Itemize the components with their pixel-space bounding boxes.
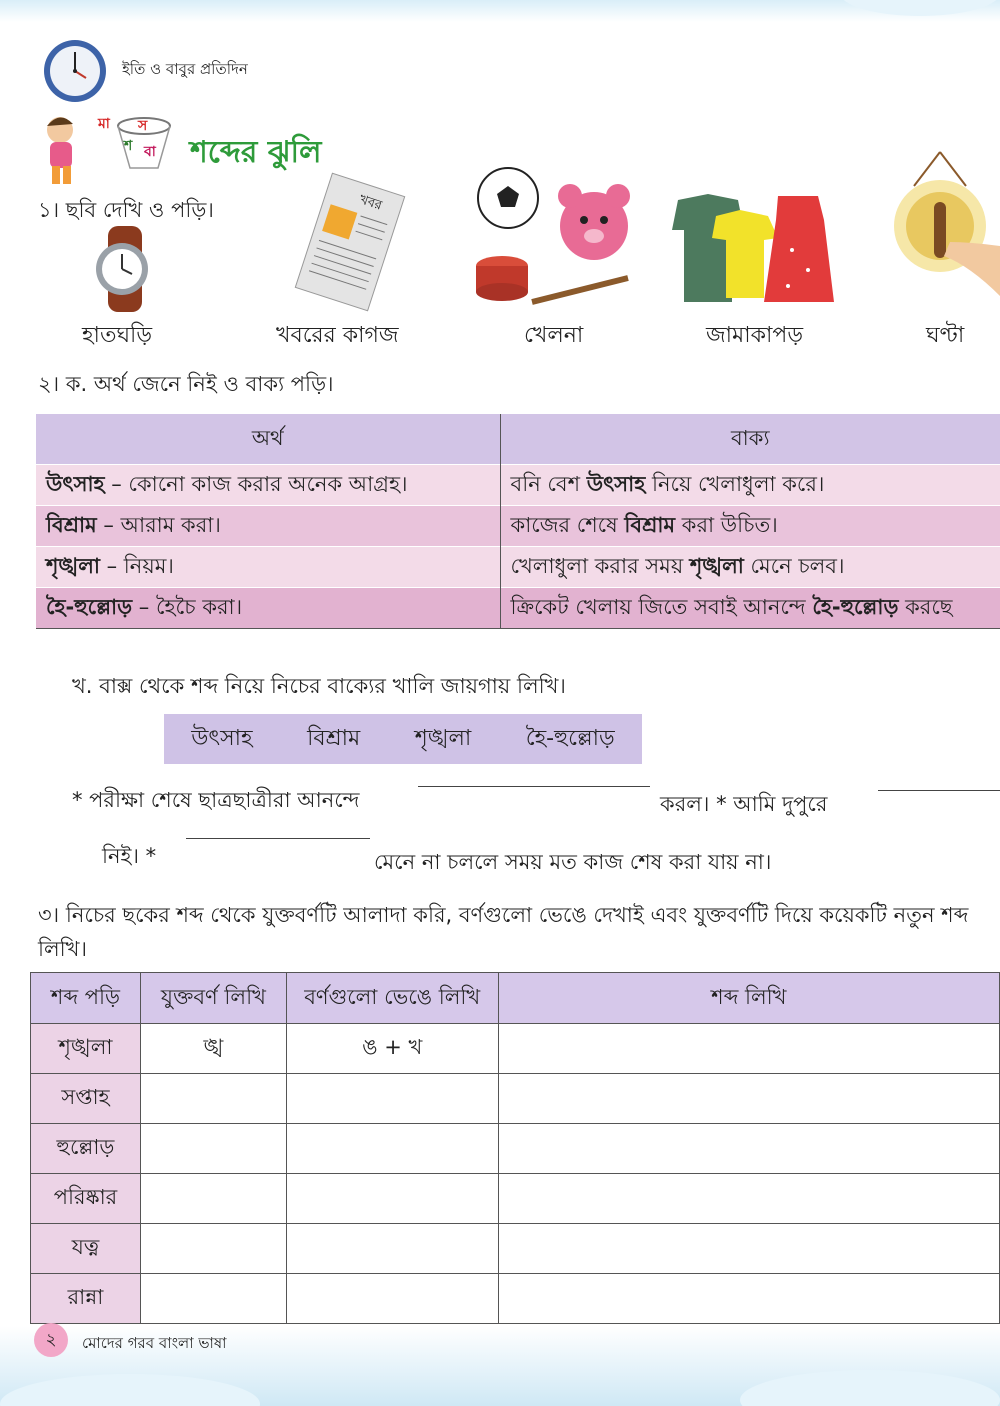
split-cell[interactable] — [286, 1224, 498, 1274]
meaning-table — [36, 414, 1000, 629]
conjunct-cell[interactable] — [140, 1274, 286, 1324]
blank-line[interactable] — [418, 786, 650, 787]
split-cell[interactable] — [286, 1174, 498, 1224]
split-cell[interactable] — [286, 1074, 498, 1124]
sentence-keyword: বিশ্রাম — [624, 512, 676, 537]
table-row — [36, 465, 1000, 506]
picture-label-toys: খেলনা — [524, 323, 584, 348]
table-row — [36, 506, 1000, 547]
fill-sentence-1: * পরীক্ষা শেষে ছাত্রছাত্রীরা আনন্দে — [72, 788, 360, 812]
word-box-item: শৃঙ্খলা — [414, 725, 472, 751]
conjunct-table-header: শব্দ পড়ি — [31, 973, 141, 1024]
table-row — [31, 1124, 1000, 1174]
table-row — [31, 1224, 1000, 1274]
vocab-word: হৈ-হুল্লোড় — [46, 594, 133, 619]
book-title: ইতি ও বাবুর প্রতিদিন — [122, 60, 248, 78]
word-box-item: উৎসাহ — [191, 725, 253, 751]
table-row — [31, 1174, 1000, 1224]
vocab-meaning: – হৈচৈ করা। — [132, 594, 243, 619]
split-cell[interactable] — [286, 1124, 498, 1174]
sentence-part: কাজের শেষে — [510, 512, 625, 537]
meaning-table-header: অর্থ — [36, 414, 500, 465]
conjunct-cell[interactable] — [140, 1224, 286, 1274]
table-row — [31, 1024, 1000, 1074]
vocab-word: শৃঙ্খলা — [46, 553, 100, 578]
new-words-cell[interactable] — [498, 1124, 999, 1174]
mascot-letter: শ — [124, 138, 133, 154]
mascot-letter: মা — [98, 116, 110, 132]
new-words-cell[interactable] — [498, 1174, 999, 1224]
conjunct-cell[interactable] — [140, 1074, 286, 1124]
footer-book-name: মোদের গরব বাংলা ভাষা — [82, 1334, 227, 1352]
question-3-instruction: ৩। নিচের ছকের শব্দ থেকে যুক্তবর্ণটি আলাদা করি, বর্ণগুলো ভেঙে দেখাই এবং যুক্তবর্ণটি দিয়ে কয়েকটি নতুন শব্দ লিখি। — [38, 903, 969, 961]
sentence-part: খেলাধুলা করার সময় — [510, 553, 690, 578]
word-box-item: হৈ-হুল্লোড় — [525, 725, 615, 751]
table-word: পরিষ্কার — [31, 1174, 141, 1224]
table-word: সপ্তাহ — [31, 1074, 141, 1124]
conjunct-cell[interactable] — [140, 1124, 286, 1174]
vocab-meaning: – আরাম করা। — [96, 512, 221, 537]
conjunct-table-header: বর্ণগুলো ভেঙে লিখি — [286, 973, 498, 1024]
table-row — [31, 1274, 1000, 1324]
new-words-cell[interactable] — [498, 1274, 999, 1324]
question-1-instruction: ১। ছবি দেখি ও পড়ি। — [38, 198, 214, 222]
vocab-meaning: – কোনো কাজ করার অনেক আগ্রহ। — [104, 471, 408, 496]
blank-line[interactable] — [878, 790, 1000, 791]
picture-label-newspaper: খবরের কাগজ — [276, 323, 399, 348]
sentence-part: করছে — [898, 594, 953, 619]
table-row — [36, 588, 1000, 629]
conjunct-table-header: শব্দ লিখি — [498, 973, 999, 1024]
table-word: রান্না — [31, 1274, 141, 1324]
mascot-letter: বা — [144, 144, 156, 160]
conjunct-cell[interactable]: ঙ্খ — [140, 1024, 286, 1074]
sentence-keyword: হৈ-হুল্লোড় — [812, 594, 899, 619]
mascot-boy-with-basket-icon — [38, 108, 178, 190]
word-box — [164, 714, 642, 764]
section-title: শব্দের ঝুলি — [190, 135, 322, 170]
split-cell[interactable]: ঙ + খ — [286, 1024, 498, 1074]
split-cell[interactable] — [286, 1274, 498, 1324]
conjunct-cell[interactable] — [140, 1174, 286, 1224]
table-word: শৃঙ্খলা — [31, 1024, 141, 1074]
table-row — [31, 1074, 1000, 1124]
blank-line[interactable] — [186, 838, 370, 839]
conjunct-table-header: যুক্তবর্ণ লিখি — [140, 973, 286, 1024]
picture-label-clothes: জামাকাপড় — [706, 323, 804, 348]
clothes-icon — [668, 190, 838, 306]
fill-sentence-3: নিই। * — [102, 844, 157, 868]
table-word: যত্ন — [31, 1224, 141, 1274]
new-words-cell[interactable] — [498, 1224, 999, 1274]
vocab-word: উৎসাহ — [46, 471, 105, 496]
sentence-part: ক্রিকেট খেলায় জিতে সবাই আনন্দে — [510, 594, 813, 619]
toys-icon — [472, 166, 632, 312]
newspaper-icon — [290, 172, 410, 312]
fill-sentence-2: করল। * আমি দুপুরে — [660, 792, 828, 816]
new-words-cell[interactable] — [498, 1074, 999, 1124]
page-number: ২ — [34, 1323, 68, 1357]
conjunct-table — [30, 972, 1000, 1324]
question-2a-instruction: ২। ক. অর্থ জেনে নিই ও বাক্য পড়ি। — [38, 372, 334, 396]
sentence-part: নিয়ে খেলাধুলা করে। — [645, 471, 825, 496]
new-words-cell[interactable] — [498, 1024, 999, 1074]
vocab-meaning: – নিয়ম। — [99, 553, 174, 578]
sentence-keyword: উৎসাহ — [586, 471, 646, 496]
table-row — [36, 547, 1000, 588]
fill-sentence-4: মেনে না চললে সময় মত কাজ শেষ করা যায় না। — [374, 850, 772, 874]
table-word: হুল্লোড় — [31, 1124, 141, 1174]
picture-label-watch: হাতঘড়ি — [82, 323, 153, 348]
meaning-table-header: বাক্য — [500, 414, 1000, 465]
sentence-keyword: শৃঙ্খলা — [689, 553, 744, 578]
clock-icon — [42, 38, 108, 104]
wristwatch-icon — [88, 226, 158, 312]
vocab-word: বিশ্রাম — [46, 512, 97, 537]
picture-label-bell: ঘণ্টা — [926, 323, 965, 348]
newspaper-caption: খবর — [357, 192, 384, 214]
sentence-part: মেনে চলব। — [743, 553, 845, 578]
bell-gong-icon — [890, 146, 1000, 296]
sentence-part: বনি বেশ — [510, 471, 587, 496]
sentence-part: করা উচিত। — [675, 512, 778, 537]
mascot-letter: স — [138, 118, 148, 134]
question-2b-instruction: খ. বাক্স থেকে শব্দ নিয়ে নিচের বাক্যের খালি জায়গায় লিখি। — [72, 674, 566, 698]
word-box-item: বিশ্রাম — [307, 725, 361, 751]
